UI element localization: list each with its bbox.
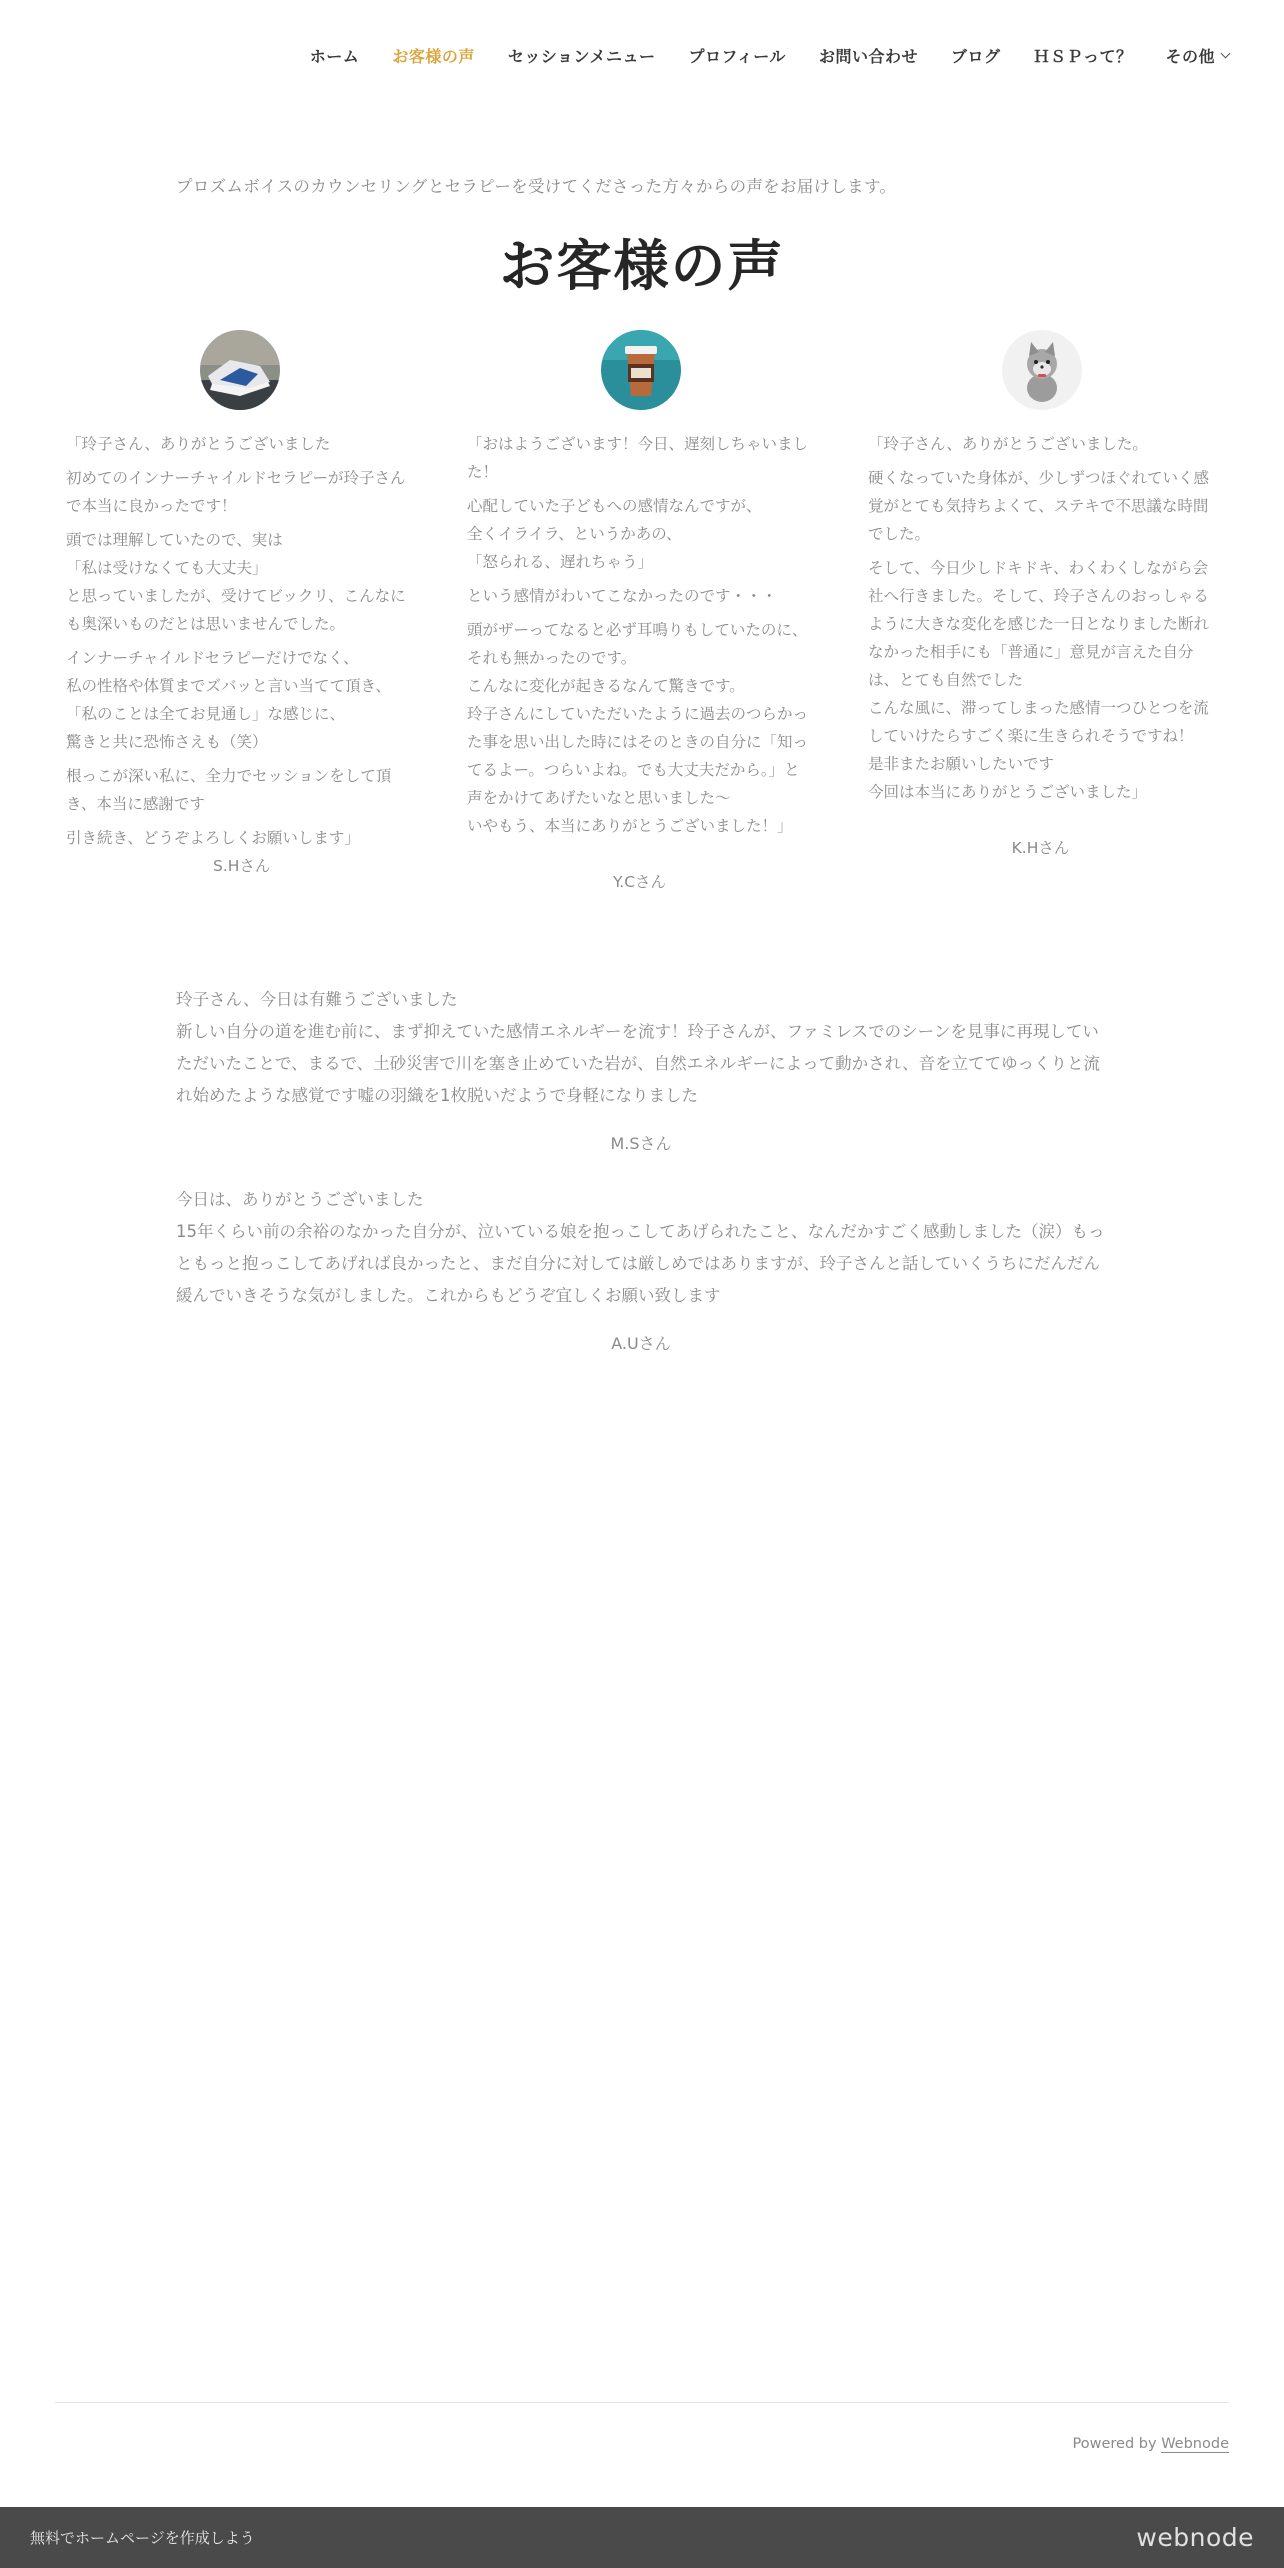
nav-item-hsp[interactable]: ＨＳＰって？ bbox=[1033, 47, 1133, 66]
nav-item-home[interactable]: ホーム bbox=[309, 47, 360, 66]
webnode-link[interactable]: Webnode bbox=[1161, 2436, 1229, 2452]
nav-item-testimonials[interactable]: お客様の声 bbox=[392, 47, 475, 66]
testimonial-paragraph: 「おはようございます！今日、遅刻しちゃいました！ bbox=[467, 435, 809, 481]
webnode-logo[interactable]: webnode bbox=[1136, 2523, 1254, 2552]
page-title: お客様の声 bbox=[499, 234, 785, 298]
testimonial-paragraph: 心配していた子どもへの感情なんですが、 全くイライラ、というかあの、 「怒られる、遅れちゃう」 bbox=[467, 497, 762, 571]
testimonial-paragraph: 頭がザーってなると必ず耳鳴りもしていたのに、それも無かったのです。 こんなに変化が起きるなんて驚きです。 玲子さんにしていただいたように過去のつらかった事を思い出した時にはそのときの自分に「知ってるよー。つらいよね。でも大丈夫だから。」と声をかけてあげたいなと思いました～ いやもう、本当にありがとうございました！」 bbox=[467, 621, 809, 835]
avatar-shoe-photo bbox=[200, 330, 280, 410]
footer-divider bbox=[55, 2402, 1229, 2403]
testimonial-signature: K.Hさん bbox=[1011, 839, 1070, 857]
main-nav bbox=[277, 44, 1229, 67]
testimonial-paragraph: 「玲子さん、ありがとうございました bbox=[66, 435, 331, 453]
powered-by-prefix: Powered by bbox=[1072, 2436, 1157, 2452]
testimonial-paragraph: 根っこが深い私に、全力でセッションをして頂き、本当に感謝です bbox=[66, 767, 392, 813]
create-site-link[interactable]: 無料でホームページを作成しよう bbox=[30, 2529, 255, 2547]
webnode-promo-bar bbox=[0, 2507, 1284, 2568]
nav-item-contact[interactable]: お問い合わせ bbox=[818, 47, 918, 66]
testimonial-full bbox=[176, 1184, 1106, 1360]
testimonial-paragraph: インナーチャイルドセラピーだけでなく、 私の性格や体質までズバッと言い当てて頂き、 「私のことは全てお見通し」な感じに、 驚きと共に恐怖さえも（笑） bbox=[66, 649, 431, 751]
testimonial-paragraph: 引き続き、どうぞよろしくお願いします」 bbox=[66, 829, 360, 847]
testimonial-paragraph: 「玲子さん、ありがとうございました。 bbox=[868, 435, 1148, 453]
nav-item-more[interactable] bbox=[1165, 44, 1229, 67]
testimonial-paragraph: そして、今日少しドキドキ、わくわくしながら会社へ行きました。そして、玲子さんのおっしゃるように大きな変化を感じた一日となりました断れなかった相手にも「普通に」意見が言えた自分は、とても自然でした こんな風に、滞ってしまった感情一つひとつを流していけたらすごく楽に生きられそうですね！ 是非またお願いしたいです 今回は本当にありがとうございました」 bbox=[868, 559, 1210, 801]
testimonial-card bbox=[66, 330, 431, 880]
chevron-down-icon bbox=[1221, 49, 1231, 59]
testimonial-signature: S.Hさん bbox=[213, 857, 271, 875]
nav-item-profile[interactable]: プロフィール bbox=[688, 47, 786, 66]
testimonial-signature: Y.Cさん bbox=[612, 873, 667, 891]
nav-item-more-label: その他 bbox=[1165, 47, 1215, 66]
testimonial-text: 玲子さん、今日は有難うございました 新しい自分の道を進む前に、まず抑えていた感情エネルギーを流す！玲子さんが、ファミレスでのシーンを見事に再現していただいたことで、まるで、土砂災害で川を塞き止めていた岩が、自然エネルギーによって動かされ、音を立ててゆっくりと流れ始めたような感覚です嘘の羽織を1枚脱いだようで身軽になりました bbox=[176, 990, 1100, 1105]
testimonial-paragraph: 頭では理解していたので、実は 「私は受けなくても大丈夫」 と思っていましたが、受けてビックリ、こんなにも奥深いものだとは思いませんでした。 bbox=[66, 531, 423, 633]
testimonial-paragraph: 硬くなっていた身体が、少しずつほぐれていく感覚がとても気持ちよくて、ステキで不思議な時間でした。 bbox=[868, 469, 1210, 543]
testimonial-signature: A.Uさん bbox=[611, 1334, 671, 1353]
testimonial-full bbox=[176, 984, 1106, 1160]
testimonial-card bbox=[868, 330, 1213, 862]
nav-item-blog[interactable]: ブログ bbox=[950, 47, 1001, 66]
avatar-coffee-photo bbox=[601, 330, 681, 410]
testimonial-card bbox=[467, 330, 812, 896]
testimonial-text: 今日は、ありがとうございました 15年くらい前の余裕のなかった自分が、泣いている娘を抱っこしてあげられたこと、なんだかすごく感動しました（涙）もっともっと抱っこしてあげれば良かったと、まだ自分に対しては厳しめではありますが、玲子さんと話していくうちにだんだん緩んでいきそうな気がしました。これからもどうぞ宜しくお願い致します bbox=[176, 1190, 1105, 1305]
testimonial-paragraph: 初めてのインナーチャイルドセラピーが玲子さんで本当に良かったです！ bbox=[66, 469, 406, 515]
avatar-plush-photo bbox=[1002, 330, 1082, 410]
powered-by bbox=[1073, 2436, 1229, 2452]
nav-item-session-menu[interactable]: セッションメニュー bbox=[507, 47, 656, 66]
testimonial-signature: M.Sさん bbox=[610, 1134, 672, 1153]
intro-text: プロズムボイスのカウンセリングとセラピーを受けてくださった方々からの声をお届けします。 bbox=[176, 177, 897, 196]
testimonial-paragraph: という感情がわいてこなかったのです・・・ bbox=[467, 587, 778, 605]
